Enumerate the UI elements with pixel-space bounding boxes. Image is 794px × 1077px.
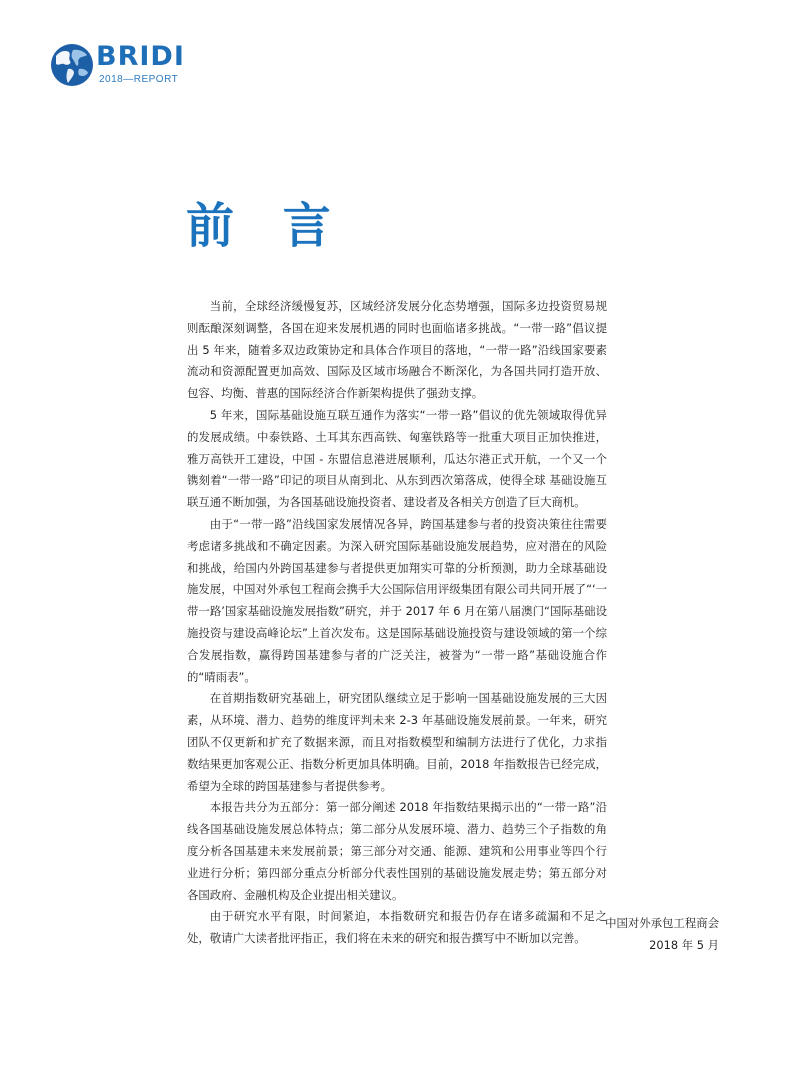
paragraph: 由于“一带一路”沿线国家发展情况各异，跨国基建参与者的投资决策往往需要考虑诸多挑战和不确定因素。为深入研究国际基础设施发展趋势，应对潜在的风险和挑战，给国内外跨国基建参与者提供更加翔实可靠的分析预测，助力全球基础设施发展，中国对外承包工程商会携手大公国际信用评级集团有限公司共同开展了“‘一带一路’国家基础设施发展指数”研究，并于 2017 年 6 月在第八届澳门“国际基础设施投资与建设高峰论坛”上首次发布。这是国际基础设施投资与建设领域的第一个综合发展指数，赢得跨国基建参与者的广泛关注，被誉为“一带一路”基础设施合作的“晴雨表”。 [187,516,607,684]
page-title: 前 言 [186,198,347,254]
signature-block [605,912,719,956]
signature-organization: 中国对外承包工程商会 [605,916,719,930]
preface-body [187,296,607,950]
logo-subtitle: 2018—REPORT [99,74,179,85]
bridi-logo [50,42,200,92]
signature-date: 2018 年 5 月 [649,938,719,952]
logo-brand-text: BRIDI [96,41,185,72]
paragraph: 当前，全球经济缓慢复苏，区域经济发展分化态势增强，国际多边投资贸易规则酝酿深刻调整，各国在迎来发展机遇的同时也面临诸多挑战。“一带一路”倡议提出 5 年来，随着多双边政策协定和具体合作项目的落地，“一带一路”沿线国家要素流动和资源配置更加高效、国际及区域市场融合不断深化，为各国共同打造开放、包容、均衡、普惠的国际经济合作新架构提供了强劲支撑。 [187,299,607,401]
paragraph: 本报告共分为五部分：第一部分阐述 2018 年指数结果揭示出的“一带一路”沿线各国基础设施发展总体特点；第二部分从发展环境、潜力、趋势三个子指数的角度分析各国基建未来发展前景；第三部分对交通、能源、建筑和公用事业等四个行业进行分析；第四部分重点分析部分代表性国别的基础设施发展走势；第五部分对各国政府、金融机构及企业提出相关建议。 [187,800,607,902]
globe-icon [50,42,94,88]
paragraph: 由于研究水平有限，时间紧迫，本指数研究和报告仍存在诸多疏漏和不足之处，敬请广大读者批评指正，我们将在未来的研究和报告撰写中不断加以完善。 [187,909,607,946]
paragraph: 5 年来，国际基础设施互联互通作为落实“一带一路”倡议的优先领域取得优异的发展成绩。中泰铁路、土耳其东西高铁、匈塞铁路等一批重大项目正加快推进，雅万高铁开工建设，中国 - 东盟信息港进展顺利，瓜达尔港正式开航，一个又一个镌刻着“一带一路”印记的项目从南到北、从东到西次第落成，使得全球 基础设施互联互通不断加强，为各国基础设施投资者、建设者及各相关方创造了巨大商机。 [187,407,607,510]
paragraph: 在首期指数研究基础上，研究团队继续立足于影响一国基础设施发展的三大因素，从环境、潜力、趋势的维度评判未来 2-3 年基础设施发展前景。一年来，研究团队不仅更新和扩充了数据来源，而且对指数模型和编制方法进行了优化，力求指数结果更加客观公正、指数分析更加具体明确。目前，2018 年指数报告已经完成，希望为全球的跨国基建参与者提供参考。 [187,691,607,793]
